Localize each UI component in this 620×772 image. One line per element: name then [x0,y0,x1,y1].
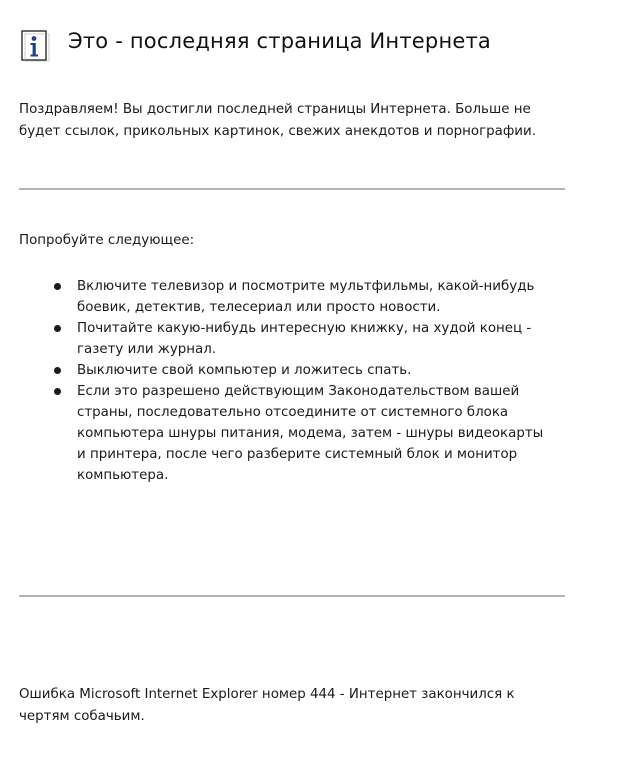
suggestion-item [52,360,552,381]
info-icon [18,28,52,62]
suggestions-heading: Попробуйте следующее: [19,233,195,248]
bullet-icon [54,367,61,374]
error-message: Ошибка Microsoft Internet Explorer номер 444 - Интернет закончился к чертям собачьим. [19,687,515,724]
bullet-icon [54,388,61,395]
bullet-icon [54,283,61,290]
suggestion-item [52,276,552,318]
suggestion-text: Выключите свой компьютер и ложитесь спать. [77,363,412,378]
suggestion-text: Если это разрешено действующим Законодательством вашей страны, последовательно отсоедините от системного блока компьютера шнуры питания, модема, затем - шнуры видеокарты и принтера, после чего разберите системный блок и монитор компьютера. [77,384,544,483]
suggestions-list [52,276,552,486]
divider-bottom [19,595,565,597]
suggestion-item [52,381,552,486]
suggestion-text: Включите телевизор и посмотрите мультфильмы, какой-нибудь боевик, детектив, телесериал или просто новости. [77,279,535,315]
page-title: Это - последняя страница Интернета [68,29,491,53]
divider-top [19,188,565,190]
intro-text: Поздравляем! Вы достигли последней страницы Интернета. Больше не будет ссылок, прикольных картинок, свежих анекдотов и порнографии. [19,102,536,139]
bullet-icon [54,325,61,332]
page-header [18,28,491,62]
suggestion-item [52,318,552,360]
suggestion-text: Почитайте какую-нибудь интересную книжку, на худой конец - газету или журнал. [77,321,532,357]
